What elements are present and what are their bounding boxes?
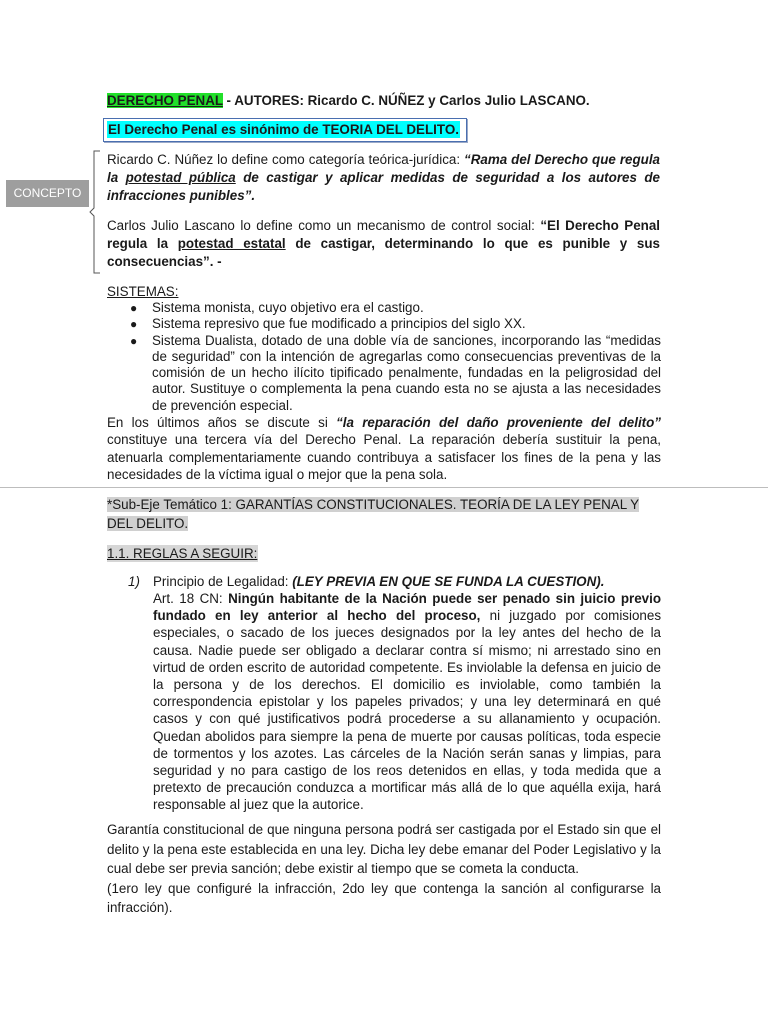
list-item: ● Sistema Dualista, dotado de una doble vía de sanciones, incorporando las “medidas de seguridad” con la intención de agregarlas como consecuencias preventivas de la comisión de un hecho ilícito tipificado penalmente, fundadas en la peligrosidad del autor. Sustituye o complementa la pena cuando esta no se ajusta a las necesidades de prevención especial. [130, 332, 661, 413]
definition-nunez: Ricardo C. Núñez lo define como categoría teórica-jurídica: “Rama del Derecho que regula la potestad pública de castigar y aplicar medidas de seguridad a los autores de infracciones punibles”. [107, 152, 660, 203]
page-divider [0, 487, 768, 488]
list-number: 1) [128, 574, 140, 589]
definition-lascano: Carlos Julio Lascano lo define como un mecanismo de control social: “El Derecho Penal regula la potestad estatal de castigar, determinando lo que es punible y sus consecuencias”. - [107, 218, 661, 269]
reglas-heading: 1.1. REGLAS A SEGUIR: [107, 546, 258, 561]
synonym-text: El Derecho Penal es sinónimo de TEORIA DEL DELITO. [108, 122, 459, 137]
reparacion-paragraph: En los últimos años se discute si “la reparación del daño proveniente del delito” constituye una tercera vía del Derecho Penal. La reparación debería sustituir la pena, atenuarla complementariamente cuando contribuya a satisfacer los fines de la pena y las necesidades de la víctima igual o mejor que la pena sola. [107, 415, 662, 482]
title-subject: DERECHO PENAL [107, 93, 223, 108]
title-authors: - AUTORES: Ricardo C. NÚÑEZ y Carlos Julio LASCANO. [222, 93, 590, 108]
principio-legalidad-label: Principio de Legalidad: (LEY PREVIA EN QUE SE FUNDA LA CUESTION). [153, 574, 605, 589]
garantia-paragraph: Garantía constitucional de que ninguna persona podrá ser castigada por el Estado sin que el delito y la pena este establecida en una ley. Dicha ley debe emanar del Poder Legislativo y la cual debe ser previa sanción; debe existir al tiempo que se cometa la conducta. (1ero ley que configuré la infracción, 2do ley que contenga la sanción al configurarse la infracción). [107, 822, 661, 915]
subeje-heading: *Sub-Eje Temático 1: GARANTÍAS CONSTITUCIONALES. TEORÍA DE LA LEY PENAL Y DEL DELITO. [107, 497, 640, 531]
bullet-icon: ● [130, 301, 138, 315]
list-item: ● Sistema monista, cuyo objetivo era el castigo. [130, 300, 424, 315]
synonym-callout [103, 118, 467, 142]
bullet-icon: ● [130, 333, 138, 348]
bullet-icon: ● [130, 317, 138, 332]
bracket-icon [89, 150, 101, 274]
article-18-text: Art. 18 CN: Ningún habitante de la Nación puede ser penado sin juicio previo fundado en ley anterior al hecho del proceso, ni juzgado por comisiones especiales, o sacado de los jueces designados por la ley antes del hecho de la causa. Nadie puede ser obligado a declarar contra sí mismo; ni arrestado sino en virtud de orden escrito de autoridad competente. Es inviolable la defensa en juicio de la persona y de los derechos. El domicilio es inviolable, como también la correspondencia epistolar y los papeles privados; y una ley determinará en qué casos y con qué justificativos podrá procederse a su allanamiento y ocupación. Quedan abolidos para siempre la pena de muerte por causas políticas, toda especie de tormentos y los azotes. Las cárceles de la Nación serán sanas y limpias, para seguridad y no para castigo de los reos detenidos en ellas, y toda medida que a pretexto de precaución conduzca a mortificar más allá de lo que aquélla exija, hará responsable al juez que la autorice. [153, 591, 662, 813]
list-item: ● Sistema represivo que fue modificado a principios del siglo XX. [130, 316, 526, 332]
sistemas-heading: SISTEMAS: [107, 284, 179, 299]
concept-label: CONCEPTO [6, 180, 89, 207]
sistemas-list [107, 300, 661, 414]
document-title [107, 92, 667, 109]
